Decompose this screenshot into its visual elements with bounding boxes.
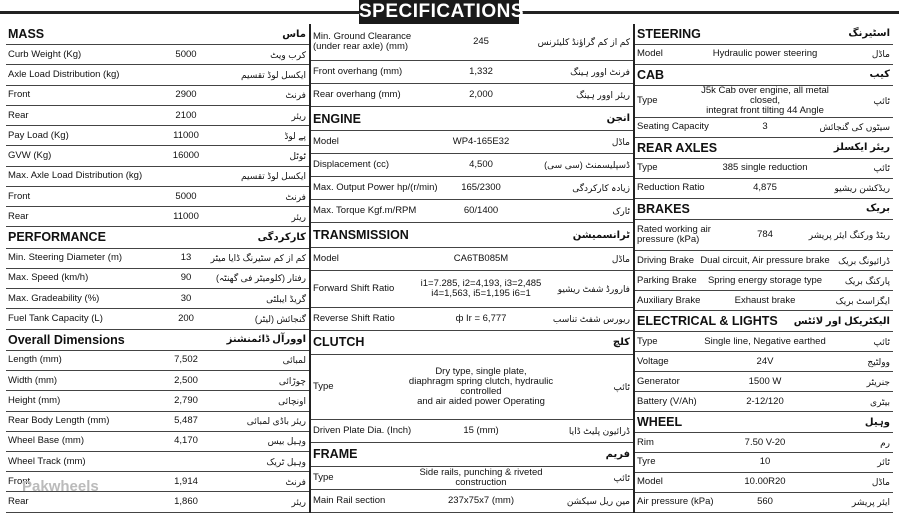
section-title: CAB [637, 67, 665, 82]
section-title: WHEEL [637, 415, 683, 430]
spec-value: 5000 [175, 48, 197, 60]
spec-row [6, 452, 309, 472]
spec-value: 7,502 [174, 354, 198, 366]
section-header [6, 330, 309, 351]
spec-label: Min. Ground Clearance (under rear axle) (mm) [313, 30, 412, 52]
spec-label-urdu: وہیل ٹریک [266, 456, 306, 467]
page-title: SPECIFICATIONS [359, 1, 524, 22]
spec-label: Max. Gradeability (%) [8, 292, 100, 304]
spec-row [6, 391, 309, 411]
spec-label-urdu: ٹائر [877, 457, 890, 468]
spec-row [635, 220, 893, 252]
section-header [311, 331, 633, 355]
spec-row [635, 179, 893, 199]
spec-label-urdu: ریئر باڈی لمبائی [246, 416, 306, 427]
spec-label: Front [8, 89, 31, 101]
section-header [635, 412, 893, 433]
section-header [635, 199, 893, 220]
spec-value: 245 [473, 35, 489, 47]
spec-row [635, 45, 893, 65]
spec-row [6, 249, 309, 269]
spec-label: Max. Axle Load Distribution (kg) [8, 170, 143, 182]
spec-label-urdu: ماڈل [611, 253, 630, 264]
spec-row [635, 332, 893, 352]
spec-column-3 [635, 24, 893, 513]
section-title: MASS [8, 27, 45, 42]
spec-row [635, 86, 893, 118]
spec-label: Max. Torque Kgf.m/RPM [313, 205, 417, 217]
spec-label-urdu: ریئر [291, 497, 306, 508]
spec-label: Axle Load Distribution (kg) [8, 69, 120, 81]
section-title: ELECTRICAL & LIGHTS [637, 314, 778, 329]
section-title: PERFORMANCE [8, 230, 106, 245]
spec-label: Pay Load (Kg) [8, 129, 69, 141]
spec-label: Model [313, 252, 339, 264]
spec-label: Model [637, 48, 663, 60]
spec-value: 784 [757, 229, 773, 240]
spec-label-urdu: ٹائپ [613, 381, 630, 392]
spec-row [6, 167, 309, 187]
section-header [6, 24, 309, 45]
spec-column-1 [6, 24, 309, 513]
spec-value: 2100 [175, 109, 197, 121]
spec-label: Max. Output Power hp/(r/min) [313, 182, 438, 194]
spec-value: 1500 W [748, 375, 782, 387]
spec-row [6, 289, 309, 309]
spec-label-urdu: ایئر پریشر [851, 497, 890, 508]
spec-value: 237x75x7 (mm) [448, 494, 514, 506]
spec-label-urdu: ریورس شفٹ تناسب [552, 313, 630, 324]
spec-label-urdu: کم از کم سٹیرنگ ڈایا میٹر [210, 253, 306, 264]
spec-label: Generator [637, 375, 680, 387]
spec-label: Model [313, 136, 339, 148]
section-header [6, 227, 309, 248]
spec-row [635, 473, 893, 493]
spec-row [6, 106, 309, 126]
spec-label-urdu: گریڈ ایبلٹی [266, 293, 306, 304]
spec-label-urdu: سیٹوں کی گنجائش [819, 122, 890, 133]
spec-label: Rear [8, 496, 29, 508]
spec-label-urdu: ٹائپ [873, 336, 890, 347]
spec-value: 24V [756, 355, 774, 367]
spec-label-urdu: ماڈل [871, 49, 890, 60]
spec-value: 1,914 [174, 475, 198, 487]
spec-label-urdu: زیادہ کارکردگی [572, 183, 630, 194]
spec-row [6, 412, 309, 432]
spec-value: Dry type, single plate, diaphragm spring clutch, hydraulic controlled and air aided power Operating [408, 365, 554, 407]
spec-label-urdu: گنجائش (لیٹر) [254, 313, 306, 324]
spec-label-urdu: فارورڈ شفٹ ریشیو [557, 283, 630, 294]
spec-label: Min. Steering Diameter (m) [8, 252, 123, 264]
spec-label: Type [637, 95, 658, 107]
spec-row [635, 251, 893, 271]
spec-row [6, 269, 309, 289]
spec-label-urdu: بیٹری [870, 396, 890, 407]
spec-value: Single line, Negative earthed [704, 335, 826, 347]
spec-label-urdu: ڈسپلیسمنٹ (سی سی) [544, 160, 630, 171]
spec-row [6, 492, 309, 512]
spec-label: Rear overhang (mm) [313, 88, 401, 100]
spec-label-urdu: پارکنگ بریک [844, 275, 890, 286]
spec-value: 7.50 V-20 [744, 436, 786, 448]
spec-value: 5000 [175, 190, 197, 202]
section-title-urdu: فریم [605, 448, 630, 460]
spec-row [311, 131, 633, 154]
spec-label: Seating Capacity [637, 121, 709, 133]
section-title-urdu: الیکٹریکل اور لائٹس [793, 315, 890, 327]
spec-label: Wheel Track (mm) [8, 455, 86, 467]
spec-label-urdu: ریٹڈ ورکنگ ایئر پریشر [808, 230, 890, 240]
spec-value: 165/2300 [461, 182, 501, 194]
spec-label: Displacement (cc) [313, 159, 390, 171]
spec-value: 560 [757, 496, 773, 508]
spec-value: 385 single reduction [722, 162, 808, 174]
spec-value: 2,500 [174, 374, 198, 386]
spec-label-urdu: فرنٹ [285, 90, 306, 101]
spec-label: Fuel Tank Capacity (L) [8, 312, 103, 324]
spec-row [311, 248, 633, 271]
spec-row [311, 200, 633, 223]
spec-label: Battery (V/Ah) [637, 395, 697, 407]
spec-row [6, 146, 309, 166]
spec-row [311, 24, 633, 61]
spec-row [311, 271, 633, 308]
spec-row [635, 453, 893, 473]
spec-label-urdu: چوڑائی [278, 375, 306, 386]
section-header [635, 65, 893, 86]
spec-row [311, 61, 633, 84]
spec-value: 15 (mm) [463, 424, 499, 436]
section-title: ENGINE [313, 111, 361, 126]
spec-value: Hydraulic power steering [712, 48, 818, 60]
spec-value: 3 [762, 121, 768, 133]
section-title-urdu: ریئر ایکسلز [833, 142, 890, 154]
spec-label-urdu: فرنٹ [285, 476, 306, 487]
spec-label-urdu: فرنٹ اوور ہینگ [570, 66, 630, 77]
spec-value: i1=7.285, i2=4,193, i3=2,485 i4=1,563, i5=1,195 i6=1 [420, 277, 542, 299]
spec-label: Air pressure (kPa) [637, 496, 714, 508]
section-title: FRAME [313, 447, 358, 462]
spec-row [6, 65, 309, 85]
section-header [635, 24, 893, 45]
spec-label: Model [637, 476, 663, 488]
watermark: Pakwheels [22, 478, 99, 495]
spec-row [6, 351, 309, 371]
spec-value: Exhaust brake [734, 294, 796, 306]
spec-value: 4,170 [174, 435, 198, 447]
spec-label-urdu: پے لوڈ [284, 130, 306, 141]
spec-row [635, 372, 893, 392]
spec-row [6, 207, 309, 227]
spec-label: Front [8, 475, 31, 487]
spec-row [6, 86, 309, 106]
spec-value: 10 [759, 456, 771, 468]
spec-value: 90 [180, 272, 192, 284]
spec-row [311, 154, 633, 177]
spec-label: Driving Brake [637, 254, 695, 266]
section-header [311, 443, 633, 467]
spec-label: Width (mm) [8, 374, 58, 386]
spec-label-urdu: ریئر اوور ہینگ [576, 89, 630, 100]
spec-label: Wheel Base (mm) [8, 435, 85, 447]
spec-row [635, 159, 893, 179]
spec-label: Parking Brake [637, 274, 697, 286]
spec-label-urdu: ریئر [291, 211, 306, 222]
spec-label-urdu: جنریٹر [866, 376, 890, 387]
spec-row [6, 309, 309, 329]
spec-value: 60/1400 [463, 205, 499, 217]
spec-label-urdu: رم [880, 437, 890, 448]
section-title-urdu: اوورآل ڈائمنشنز [226, 334, 306, 346]
section-title-urdu: انجن [606, 113, 630, 125]
spec-label: Driven Plate Dia. (Inch) [313, 424, 412, 436]
spec-value: 4,500 [469, 159, 493, 171]
spec-value: 30 [180, 292, 192, 304]
spec-value: 2900 [175, 89, 197, 101]
spec-label-urdu: ایگزاسٹ بریک [835, 295, 890, 306]
section-header [311, 107, 633, 131]
spec-value: 10.00R20 [744, 476, 786, 488]
spec-value: Side rails, punching & riveted construction [419, 466, 543, 488]
title-banner [0, 0, 899, 24]
spec-row [311, 467, 633, 490]
spec-row [6, 187, 309, 207]
spec-label: Rim [637, 436, 654, 448]
spec-label: Curb Weight (Kg) [8, 48, 82, 60]
spec-row [635, 291, 893, 311]
spec-label-urdu: ماڈل [611, 137, 630, 148]
spec-label: Main Rail section [313, 494, 386, 506]
spec-value: 2,000 [469, 88, 493, 100]
spec-row [635, 493, 893, 513]
spec-column-2 [311, 24, 633, 513]
section-header [311, 223, 633, 247]
spec-row [635, 433, 893, 453]
spec-label-urdu: اونچائی [278, 395, 306, 406]
spec-label-urdu: ایکسل لوڈ تقسیم [240, 171, 306, 182]
spec-label-urdu: مین ریل سیکشن [566, 495, 630, 506]
spec-label: Forward Shift Ratio [313, 282, 395, 294]
spec-label: Front overhang (mm) [313, 65, 403, 77]
spec-label-urdu: وولٹیج [867, 356, 890, 367]
section-title: Overall Dimensions [8, 332, 125, 347]
section-title: REAR AXLES [637, 140, 718, 155]
spec-value: 200 [178, 312, 194, 324]
section-header [635, 311, 893, 332]
spec-row [311, 308, 633, 331]
section-header [635, 138, 893, 159]
spec-label: Type [637, 162, 658, 174]
section-title-urdu: کلچ [612, 336, 630, 348]
spec-label: Type [637, 335, 658, 347]
spec-row [6, 371, 309, 391]
spec-row [635, 352, 893, 372]
spec-label-urdu: وہیل بیس [267, 436, 306, 447]
spec-value: 1,860 [174, 496, 198, 508]
spec-label: Type [313, 471, 334, 483]
section-title-urdu: کیب [869, 69, 890, 81]
spec-row [635, 392, 893, 412]
spec-label-urdu: ٹائپ [873, 96, 890, 107]
section-title-urdu: ٹرانسمیشن [572, 229, 630, 241]
spec-row [311, 355, 633, 420]
spec-value: 2-12/120 [746, 395, 784, 407]
spec-label-urdu: فرنٹ [285, 191, 306, 202]
spec-value: 1,332 [469, 65, 493, 77]
spec-row [6, 126, 309, 146]
spec-value: J5k Cab over engine, all metal closed, integrat front tilting 44 Angle [701, 85, 829, 117]
section-title-urdu: وہیل [864, 416, 890, 428]
spec-label-urdu: ڈرائیون پلیٹ ڈایا [568, 425, 630, 436]
spec-label-urdu: لمبائی [282, 355, 306, 366]
spec-label: Reduction Ratio [637, 182, 705, 194]
spec-value: 11000 [173, 129, 199, 141]
spec-row [311, 84, 633, 107]
spec-value: WP4-165E32 [452, 136, 510, 148]
spec-label: GVW (Kg) [8, 150, 52, 162]
spec-value: CA6TB085M [453, 252, 509, 264]
spec-label-urdu: ٹائپ [873, 163, 890, 174]
spec-label-urdu: رفتار (کلومیٹر فی گھنٹہ) [215, 273, 306, 284]
section-title-urdu: بریک [866, 203, 890, 215]
spec-value: ф Ir = 6,777 [455, 312, 507, 324]
spec-value: Dual circuit, Air pressure brake [700, 254, 830, 266]
spec-value: 4,875 [753, 182, 777, 194]
spec-row [311, 177, 633, 200]
spec-label-urdu: ماڈل [871, 477, 890, 488]
spec-label-urdu: کم از کم گراؤنڈ کلیئرنس [537, 36, 630, 47]
spec-label-urdu: ٹائپ [613, 472, 630, 483]
section-title: TRANSMISSION [313, 228, 409, 243]
spec-label: Type [313, 380, 334, 392]
spec-row [6, 45, 309, 65]
spec-label: Rear Body Length (mm) [8, 415, 110, 427]
spec-value: 13 [180, 252, 192, 264]
spec-value: 11000 [173, 210, 199, 222]
spec-label-urdu: ٹوٹل [289, 151, 306, 162]
spec-value: 5,487 [174, 415, 198, 427]
section-title: BRAKES [637, 201, 690, 216]
spec-label-urdu: ٹارک [612, 206, 630, 217]
spec-value: Spring energy storage type [707, 274, 823, 286]
spec-label: Voltage [637, 355, 669, 367]
spec-label: Front [8, 190, 31, 202]
spec-label: Length (mm) [8, 354, 62, 366]
spec-label: Rated working air pressure (kPa) [637, 224, 711, 245]
spec-label-urdu: کرب ویٹ [270, 49, 306, 60]
spec-label-urdu: ریڈکشن ریشیو [834, 183, 890, 194]
section-title: CLUTCH [313, 335, 365, 350]
spec-label-urdu: ریئر [291, 110, 306, 121]
spec-label-urdu: ایکسل لوڈ تقسیم [240, 70, 306, 81]
section-title-urdu: کارکردگی [257, 231, 306, 243]
spec-label: Rear [8, 210, 29, 222]
spec-row [6, 432, 309, 452]
section-title-urdu: ماس [282, 28, 306, 40]
spec-label-urdu: ڈرائیونگ بریک [838, 255, 890, 266]
section-title-urdu: اسٹیرنگ [848, 28, 890, 40]
spec-label: Reverse Shift Ratio [313, 312, 395, 324]
spec-label: Max. Speed (km/h) [8, 272, 89, 284]
spec-label: Rear [8, 109, 29, 121]
spec-label: Auxiliary Brake [637, 294, 701, 306]
section-title: STEERING [637, 26, 701, 41]
spec-row [311, 420, 633, 443]
spec-row [635, 118, 893, 138]
spec-row [635, 271, 893, 291]
spec-row [311, 490, 633, 513]
spec-label: Height (mm) [8, 394, 61, 406]
spec-label: Tyre [637, 456, 656, 468]
spec-value: 16000 [172, 150, 200, 162]
spec-value: 2,790 [174, 394, 198, 406]
